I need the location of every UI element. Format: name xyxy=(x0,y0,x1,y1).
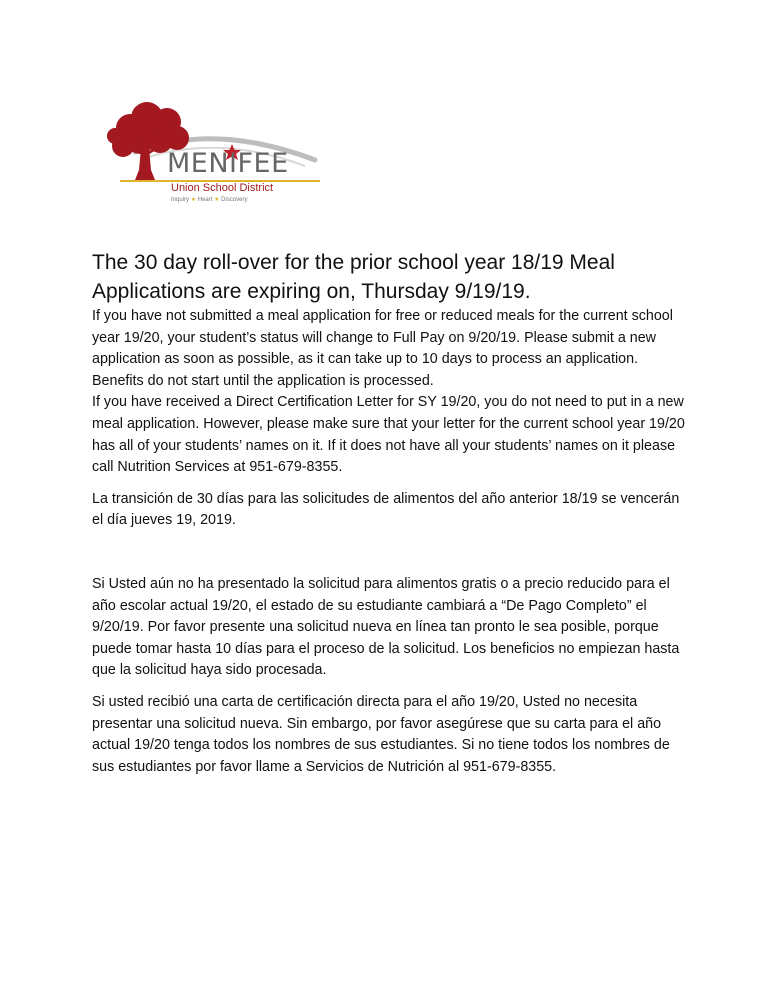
english-paragraph-2: If you have received a Direct Certification Letter for SY 19/20, you do not need to put in a new meal application. However, please make sure that your letter for the current school year 19/20 has all of your students’ names on it. If it does not have all your students’ names on it please call Nutrition Services at 951-679-8355. xyxy=(92,394,685,476)
english-paragraph-1: If you have not submitted a meal application for free or reduced meals for the current school year 19/20, your student’s status will change to Full Pay on 9/20/19. Please submit a new application as soon as possible, as it can take up to 10 days to process an application. Benefits do not start until the application is processed. xyxy=(92,308,673,389)
tagline-inquiry: Inquiry xyxy=(171,197,190,203)
logo-subtitle: Union School District xyxy=(171,182,274,194)
tagline-discovery: Discovery xyxy=(221,197,248,203)
tagline-heart: Heart xyxy=(197,197,213,203)
logo-name: MENIFEE xyxy=(167,148,289,179)
logo-text-block xyxy=(105,100,330,210)
district-logo xyxy=(105,100,330,210)
star-icon: ★ xyxy=(190,197,197,203)
spanish-paragraph-2: Si usted recibió una carta de certificación directa para el año 19/20, Usted no necesita presentar una solicitud nueva. Sin embargo, por favor asegúrese que su carta para el año actual 19/20 tenga todos los nombres de sus estudiantes. Si no tiene todos los nombres de sus estudiantes por favor llame a Servicios de Nutrición al 951-679-8355. xyxy=(92,693,670,775)
star-icon: ★ xyxy=(214,197,220,203)
logo-tagline xyxy=(171,197,248,203)
notice-content xyxy=(92,248,692,778)
notice-headline: The 30 day roll-over for the prior school year 18/19 Meal Applications are expiring on, Thursday 9/19/19. xyxy=(92,251,615,303)
spanish-intro: La transición de 30 días para las solicitudes de alimentos del año anterior 18/19 se vencerán el día jueves 19, 2019. xyxy=(92,490,680,529)
spanish-paragraph-1: Si Usted aún no ha presentado la solicitud para alimentos gratis o a precio reducido para el año escolar actual 19/20, el estado de su estudiante cambiará a “De Pago Completo” el 9/20/19. Por favor presente una solicitud nueva en línea tan pronto le sea posible, porque puede tomar hasta 10 días para el proceso de la solicitud. Los beneficios no empiezan hasta que la solicitud haya sido procesada. xyxy=(92,575,680,679)
